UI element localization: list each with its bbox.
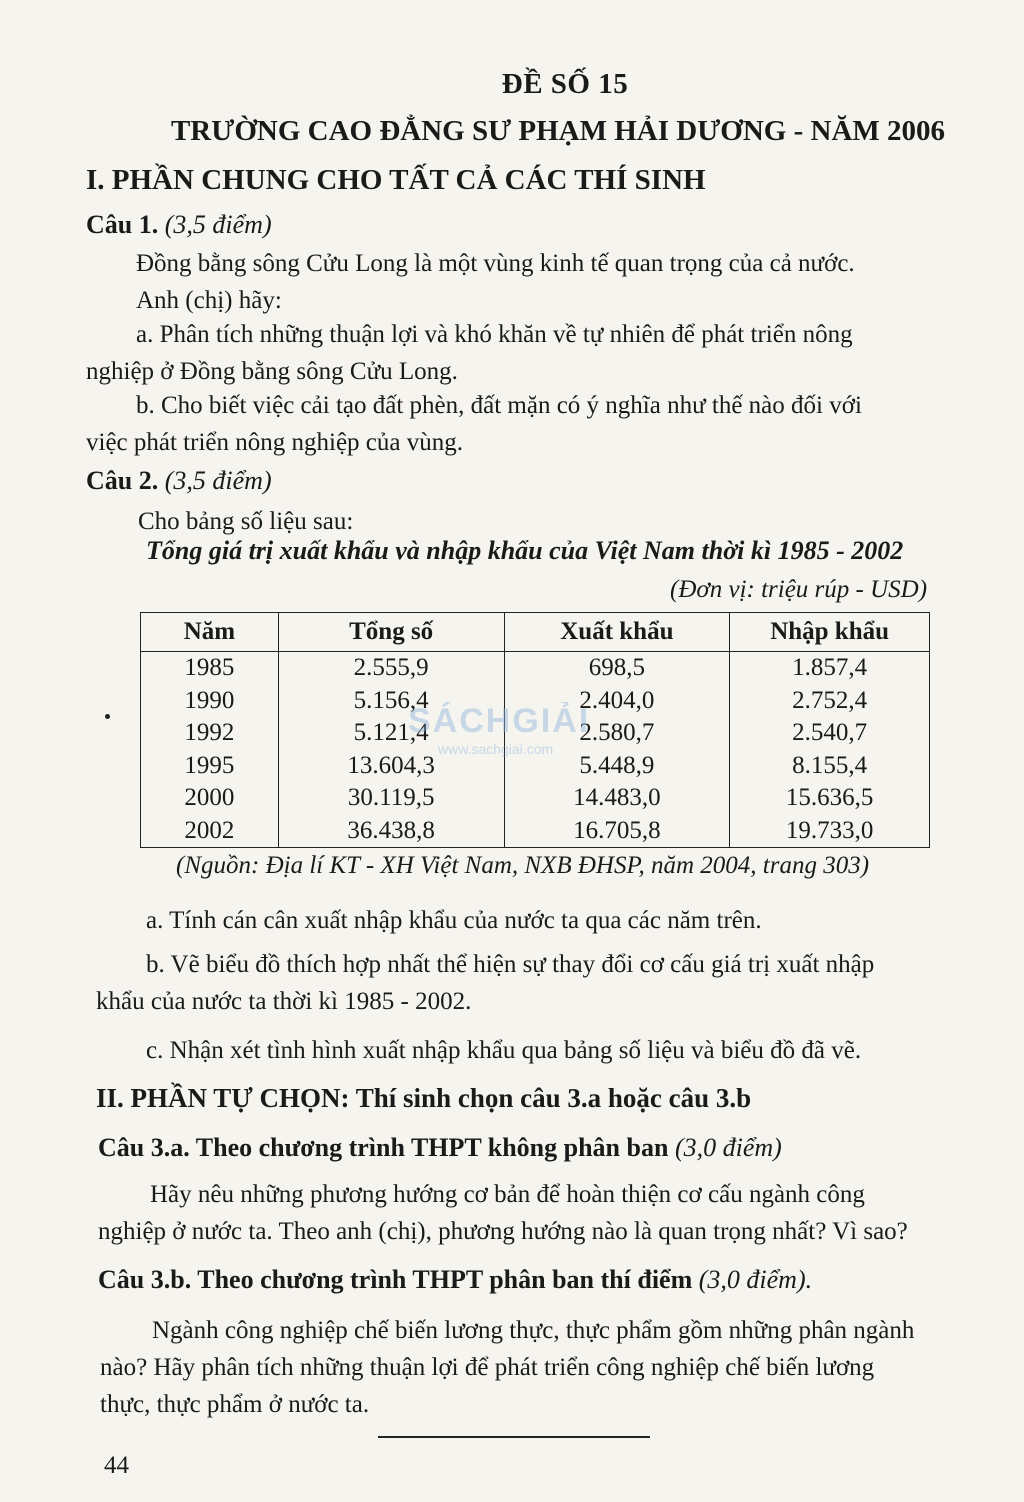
- question-2-part-c: c. Nhận xét tình hình xuất nhập khẩu qua bảng số liệu và biểu đồ đã vẽ.: [146, 1037, 862, 1064]
- question-3a-line-1: Hãy nêu những phương hướng cơ bản để hoàn thiện cơ cấu ngành công: [150, 1181, 865, 1208]
- question-2-part-b-line-2: khẩu của nước ta thời kì 1985 - 2002.: [96, 988, 472, 1015]
- table-cell-export: 698,5: [504, 652, 730, 685]
- table-row: [141, 652, 930, 685]
- part2-title: II. PHẦN TỰ CHỌN: Thí sinh chọn câu 3.a hoặc câu 3.b: [96, 1083, 752, 1113]
- question-3b-body: [100, 1312, 914, 1423]
- table-cell-year: 1992: [141, 717, 279, 750]
- question-3b-label: Câu 3.b. Theo chương trình THPT phân ban thí điểm: [98, 1265, 693, 1294]
- table-cell-export: 2.580,7: [504, 717, 730, 750]
- table-cell-import: 15.636,5: [730, 782, 930, 815]
- question-1-intro: [136, 245, 855, 319]
- question-3b-heading: [98, 1265, 812, 1295]
- table-cell-year: 1995: [141, 750, 279, 783]
- question-3a-heading: [98, 1133, 782, 1163]
- table-row: [141, 815, 930, 848]
- table-source: (Nguồn: Địa lí KT - XH Việt Nam, NXB ĐHSP, năm 2004, trang 303): [176, 852, 870, 879]
- table-row: [141, 782, 930, 815]
- trade-data-table: [140, 612, 930, 848]
- question-3a-points: (3,0 điểm): [674, 1133, 782, 1162]
- question-2-part-b-line-1: b. Vẽ biểu đồ thích hợp nhất thể hiện sự thay đổi cơ cấu giá trị xuất nhập: [146, 951, 875, 978]
- question-2-intro: Cho bảng số liệu sau:: [138, 508, 354, 535]
- table-cell-year: 2000: [141, 782, 279, 815]
- table-cell-import: 2.752,4: [730, 685, 930, 718]
- exam-number-heading: ĐỀ SỐ 15: [501, 68, 629, 100]
- watermark-url: www.sachgiai.com: [438, 741, 554, 757]
- question-2-label: Câu 2.: [86, 466, 159, 495]
- table-header-import: Nhập khẩu: [730, 613, 930, 652]
- part1-title: I. PHẦN CHUNG CHO TẤT CẢ CÁC THÍ SINH: [86, 164, 706, 196]
- question-2-heading: [86, 466, 272, 496]
- question-2-part-b: [96, 946, 874, 1020]
- page-number: 44: [104, 1452, 129, 1479]
- table-row: [141, 717, 930, 750]
- table-cell-total: 36.438,8: [278, 815, 504, 848]
- question-3a-line-2: nghiệp ở nước ta. Theo anh (chị), phương hướng nào là quan trọng nhất? Vì sao?: [98, 1218, 908, 1245]
- question-1-intro-line-2: Anh (chị) hãy:: [136, 287, 282, 314]
- watermark-logo: SÁCHGIẢI: [408, 702, 591, 740]
- stray-bullet-mark: [105, 714, 110, 719]
- question-1-part-a: [86, 316, 853, 390]
- table-title: Tổng giá trị xuất khẩu và nhập khẩu của Việt Nam thời kì 1985 - 2002: [146, 536, 904, 565]
- question-1-part-a-line-2: nghiệp ở Đồng bằng sông Cửu Long.: [86, 358, 458, 385]
- question-3b-line-2: nào? Hãy phân tích những thuận lợi để phát triển công nghiệp chế biến lương: [100, 1354, 875, 1381]
- question-1-intro-line-1: Đồng bằng sông Cửu Long là một vùng kinh tế quan trọng của cả nước.: [136, 250, 855, 277]
- question-1-part-b: [86, 387, 862, 461]
- end-divider: [378, 1436, 650, 1438]
- table-header-export: Xuất khẩu: [504, 613, 730, 652]
- question-2-points: (3,5 điểm): [164, 466, 272, 495]
- table-cell-import: 8.155,4: [730, 750, 930, 783]
- table-cell-total: 30.119,5: [278, 782, 504, 815]
- question-3b-line-1: Ngành công nghiệp chế biến lương thực, thực phẩm gồm những phân ngành: [152, 1317, 915, 1344]
- table-cell-year: 2002: [141, 815, 279, 848]
- table-unit: (Đơn vị: triệu rúp - USD): [670, 576, 928, 603]
- table-cell-export: 2.404,0: [504, 685, 730, 718]
- table-cell-export: 14.483,0: [504, 782, 730, 815]
- table-cell-import: 1.857,4: [730, 652, 930, 685]
- question-1-part-b-line-1: b. Cho biết việc cải tạo đất phèn, đất mặn có ý nghĩa như thế nào đối với: [136, 392, 862, 419]
- question-1-part-b-line-2: việc phát triển nông nghiệp của vùng.: [86, 429, 463, 456]
- question-2-part-a: a. Tính cán cân xuất nhập khẩu của nước ta qua các năm trên.: [146, 907, 762, 934]
- table-header-year: Năm: [141, 613, 279, 652]
- question-1-points: (3,5 điểm): [164, 210, 272, 239]
- question-1-label: Câu 1.: [86, 210, 159, 239]
- question-1-heading: [86, 210, 272, 240]
- question-3b-line-3: thực, thực phẩm ở nước ta.: [100, 1391, 370, 1418]
- question-3a-label: Câu 3.a. Theo chương trình THPT không phân ban: [98, 1133, 669, 1162]
- table-cell-total: 2.555,9: [278, 652, 504, 685]
- table-cell-total: 5.156,4: [278, 685, 504, 718]
- question-3a-body: [98, 1176, 908, 1250]
- table-cell-import: 19.733,0: [730, 815, 930, 848]
- table-row: [141, 685, 930, 718]
- school-heading: TRƯỜNG CAO ĐẲNG SƯ PHẠM HẢI DƯƠNG - NĂM 2006: [170, 115, 946, 147]
- table-cell-import: 2.540,7: [730, 717, 930, 750]
- table-cell-total: 13.604,3: [278, 750, 504, 783]
- table-header-row: [141, 613, 930, 652]
- table-cell-export: 16.705,8: [504, 815, 730, 848]
- question-3b-points: (3,0 điểm).: [698, 1265, 813, 1294]
- table-cell-total: 5.121,4: [278, 717, 504, 750]
- table-row: [141, 750, 930, 783]
- table-cell-year: 1990: [141, 685, 279, 718]
- table-cell-year: 1985: [141, 652, 279, 685]
- question-1-part-a-line-1: a. Phân tích những thuận lợi và khó khăn về tự nhiên để phát triển nông: [136, 321, 853, 348]
- table-cell-export: 5.448,9: [504, 750, 730, 783]
- table-header-total: Tổng số: [278, 613, 504, 652]
